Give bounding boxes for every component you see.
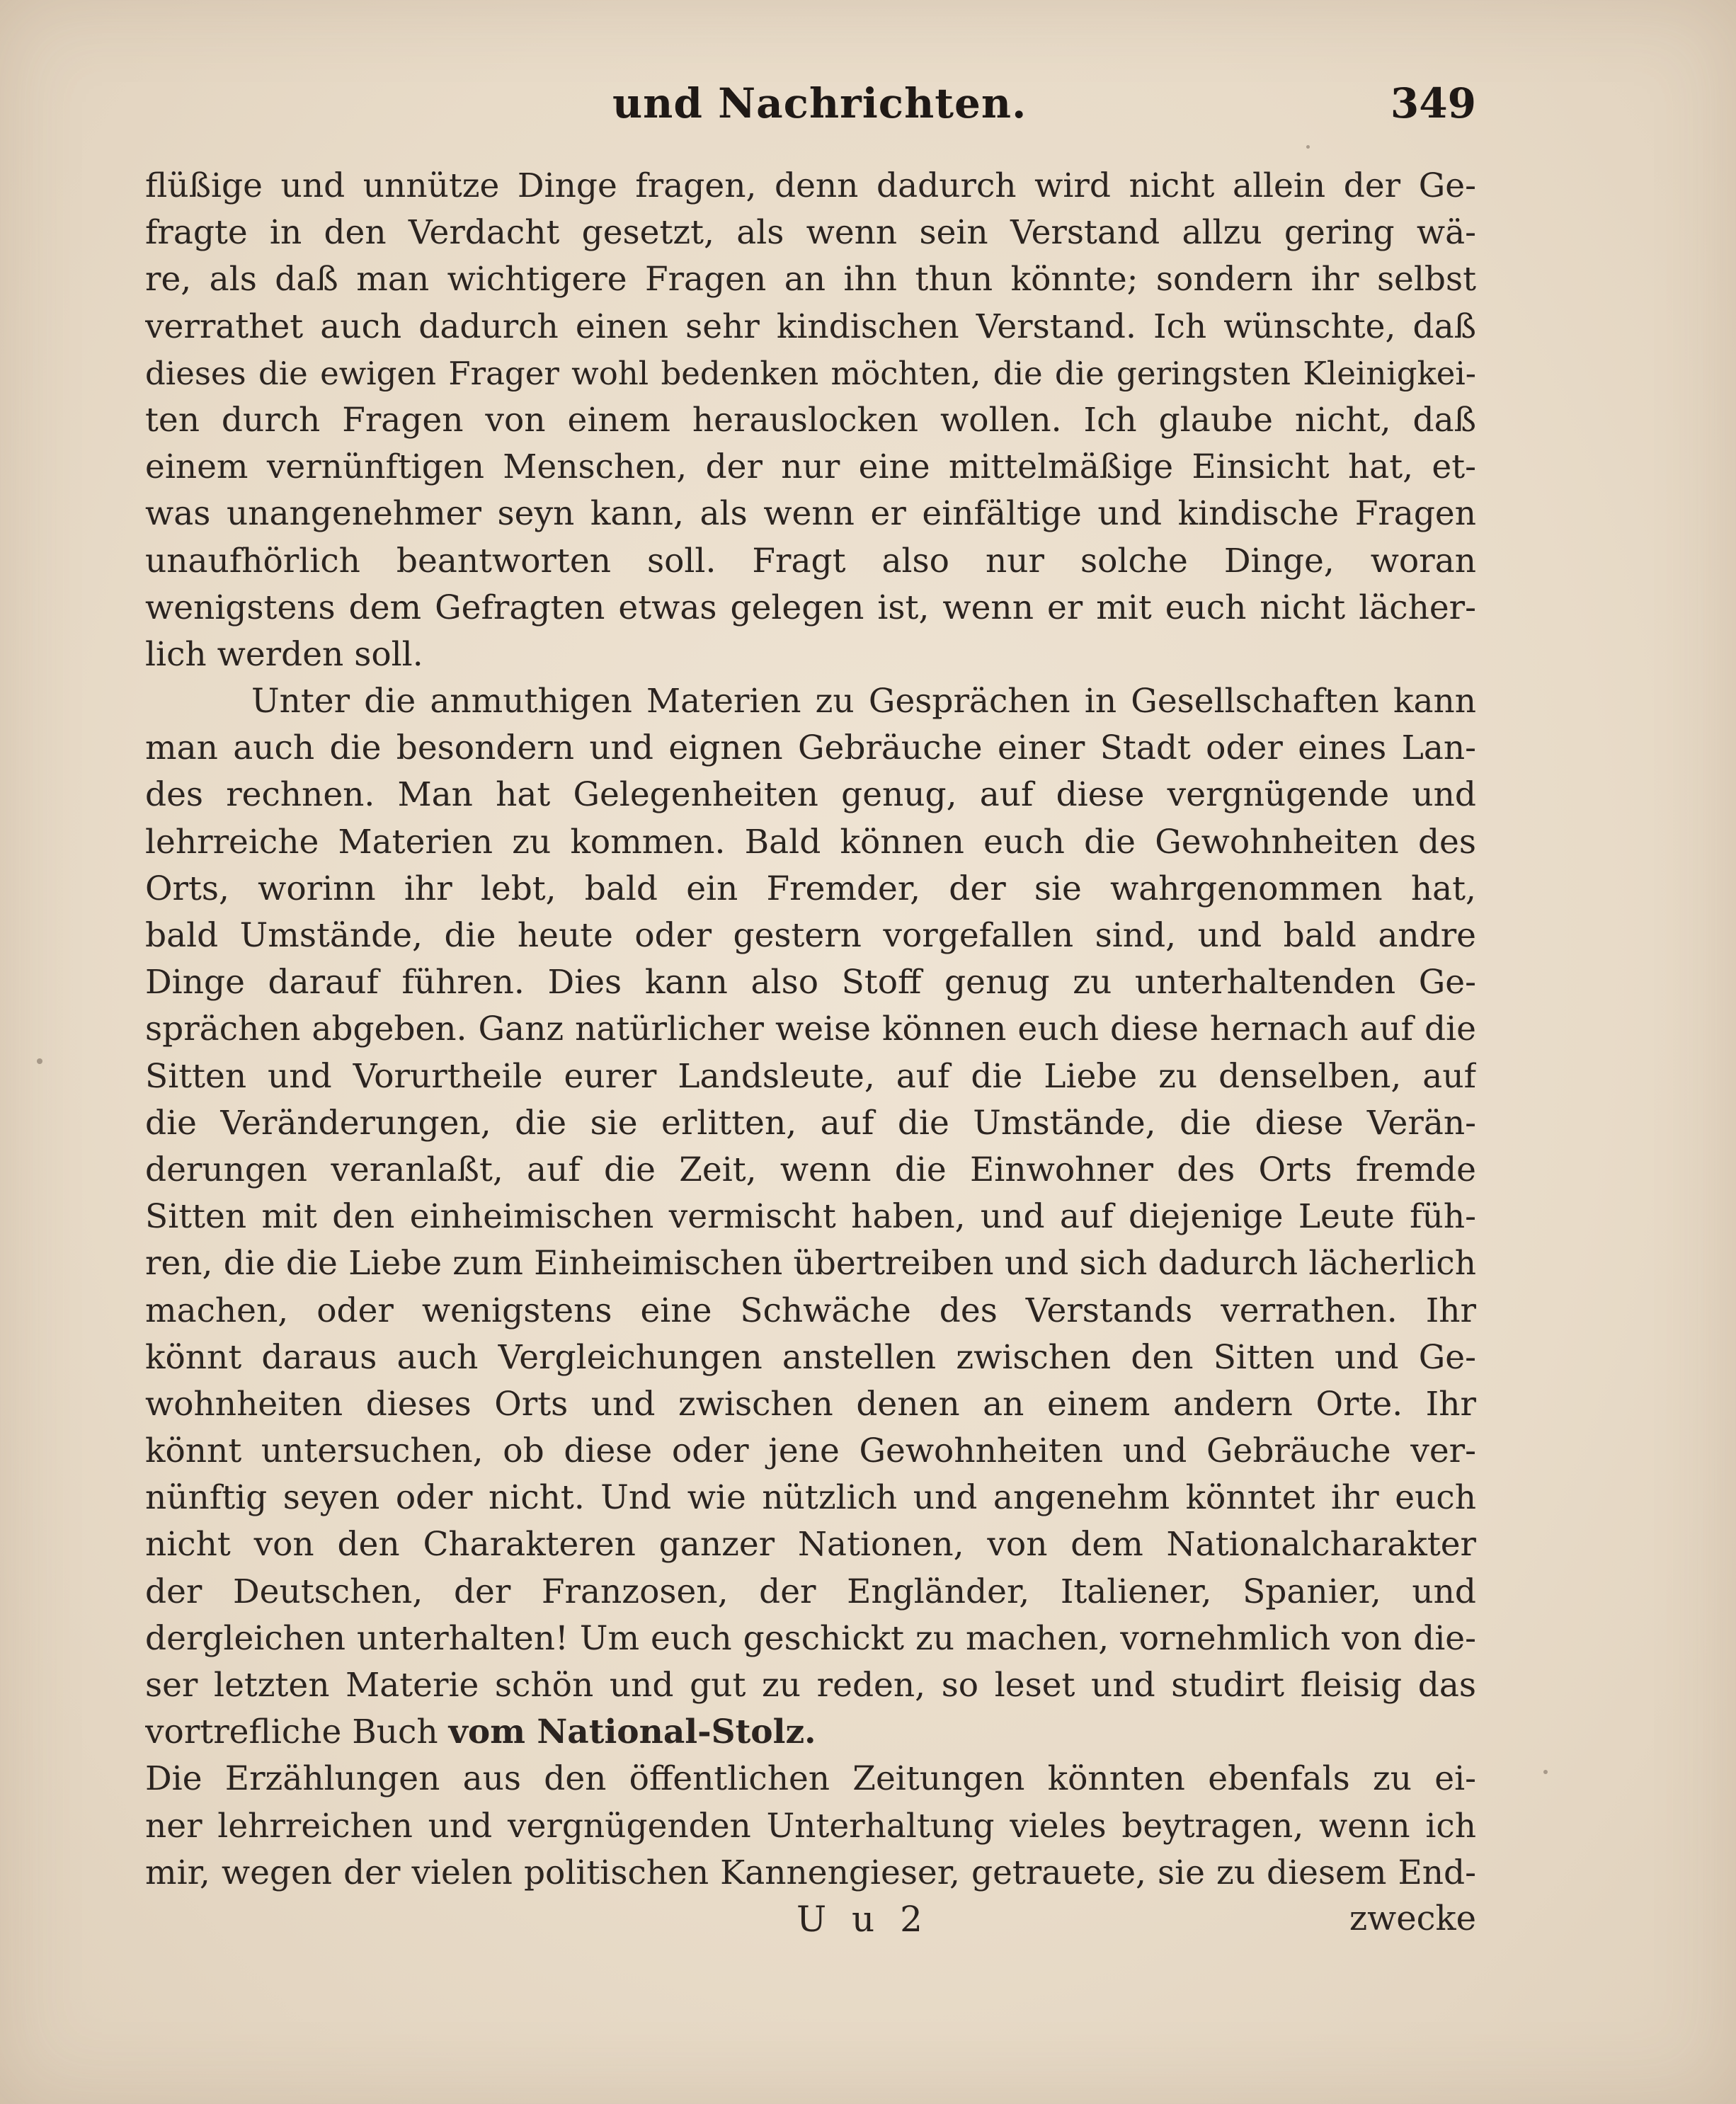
text-line: ner lehrreichen und vergnügenden Unterhaltung vieles beytragen, wenn ich [145,1806,1476,1846]
text-line: was unangenehmer seyn kann, als wenn er einfältige und kindische Fragen [145,494,1476,534]
page-number: 349 [1390,79,1476,127]
text-line: Unter die anmuthigen Materien zu Gesprächen in Gesellschaften kann [251,682,1476,721]
text-line: lich werden soll. [145,634,423,674]
paper-speck [1543,1770,1548,1774]
text-line: nünftig seyen oder nicht. Und wie nützlich und angenehm könntet ihr euch [145,1478,1476,1518]
text-line: Die Erzählungen aus den öffentlichen Zeitungen könnten ebenfals zu ei- [145,1759,1476,1799]
text-line: sprächen abgeben. Ganz natürlicher weise können euch diese hernach auf die [145,1010,1476,1049]
text-line: flüßige und unnütze Dinge fragen, denn dadurch wird nicht allein der Ge- [145,166,1476,205]
text-line: man auch die besondern und eignen Gebräuche einer Stadt oder eines Lan- [145,728,1476,768]
text-line: ren, die die Liebe zum Einheimischen übertreiben und sich dadurch lächerlich [145,1244,1476,1283]
text-line: wenigstens dem Gefragten etwas gelegen ist, wenn er mit euch nicht lächer- [145,588,1476,627]
running-head: und Nachrichten. [612,79,1027,127]
text-line: die Veränderungen, die sie erlitten, auf die Umstände, die diese Verän- [145,1103,1476,1143]
body-text [145,163,1476,1897]
text-line: dergleichen unterhalten! Um euch geschickt zu machen, vornehmlich von die- [145,1618,1476,1658]
text-line: wohnheiten dieses Orts und zwischen denen an einem andern Orte. Ihr [145,1384,1476,1424]
text-line: lehrreiche Materien zu kommen. Bald können euch die Gewohnheiten des [145,822,1476,862]
text-line: bald Umstände, die heute oder gestern vorgefallen sind, und bald andre [145,916,1476,955]
text-line: Sitten und Vorurtheile eurer Landsleute, auf die Liebe zu denselben, auf [145,1056,1476,1096]
text-line: des rechnen. Man hat Gelegenheiten genug, auf diese vergnügende und [145,775,1476,815]
signature-mark: U u 2 [796,1899,930,1940]
text-line: ten durch Fragen von einem herauslocken wollen. Ich glaube nicht, daß [145,400,1476,440]
text-line: der Deutschen, der Franzosen, der Engländer, Italiener, Spanier, und [145,1572,1476,1611]
text-line: verrathet auch dadurch einen sehr kindischen Verstand. Ich wünschte, daß [145,307,1476,346]
paper-speck [37,1058,42,1064]
closing-text: vortrefliche Buch [145,1713,449,1752]
text-line: derungen veranlaßt, auf die Zeit, wenn die Einwohner des Orts fremde [145,1150,1476,1189]
paper-speck [1306,145,1310,149]
page-header [145,79,1476,136]
text-line: mir, wegen der vielen politischen Kannengieser, getrauete, sie zu diesem End- [145,1853,1476,1892]
text-line: dieses die ewigen Frager wohl bedenken möchten, die die geringsten Kleinigkei- [145,354,1476,392]
text-line: Orts, worinn ihr lebt, bald ein Fremder, der sie wahrgenommen hat, [145,869,1476,908]
text-line: einem vernünftigen Menschen, der nur eine mittelmäßige Einsicht hat, et- [145,447,1476,487]
catchword: zwecke [1349,1899,1476,1938]
text-line: nicht von den Charakteren ganzer Nationen, von dem Nationalcharakter [145,1525,1476,1565]
text-line: könnt daraus auch Vergleichungen anstellen zwischen den Sitten und Ge- [145,1337,1476,1377]
book-title: vom National-Stolz. [448,1713,816,1752]
text-line: re, als daß man wichtigere Fragen an ihn thun könnte; sondern ihr selbst [145,260,1476,299]
text-line: machen, oder wenigstens eine Schwäche des Verstands verrathen. Ihr [145,1291,1476,1330]
page-footer [145,1899,1476,1948]
text-line: Dinge darauf führen. Dies kann also Stoff genug zu unterhaltenden Ge- [145,963,1476,1002]
closing-text-line [145,1709,1476,1756]
text-line: Sitten mit den einheimischen vermischt haben, und auf diejenige Leute füh- [145,1197,1476,1237]
text-line: fragte in den Verdacht gesetzt, als wenn sein Verstand allzu gering wä- [145,213,1476,253]
text-line: unaufhörlich beantworten soll. Fragt also nur solche Dinge, woran [145,541,1476,581]
text-line: ser letzten Materie schön und gut zu reden, so leset und studirt fleisig das [145,1666,1476,1705]
text-line: könnt untersuchen, ob diese oder jene Gewohnheiten und Gebräuche ver- [145,1431,1476,1471]
